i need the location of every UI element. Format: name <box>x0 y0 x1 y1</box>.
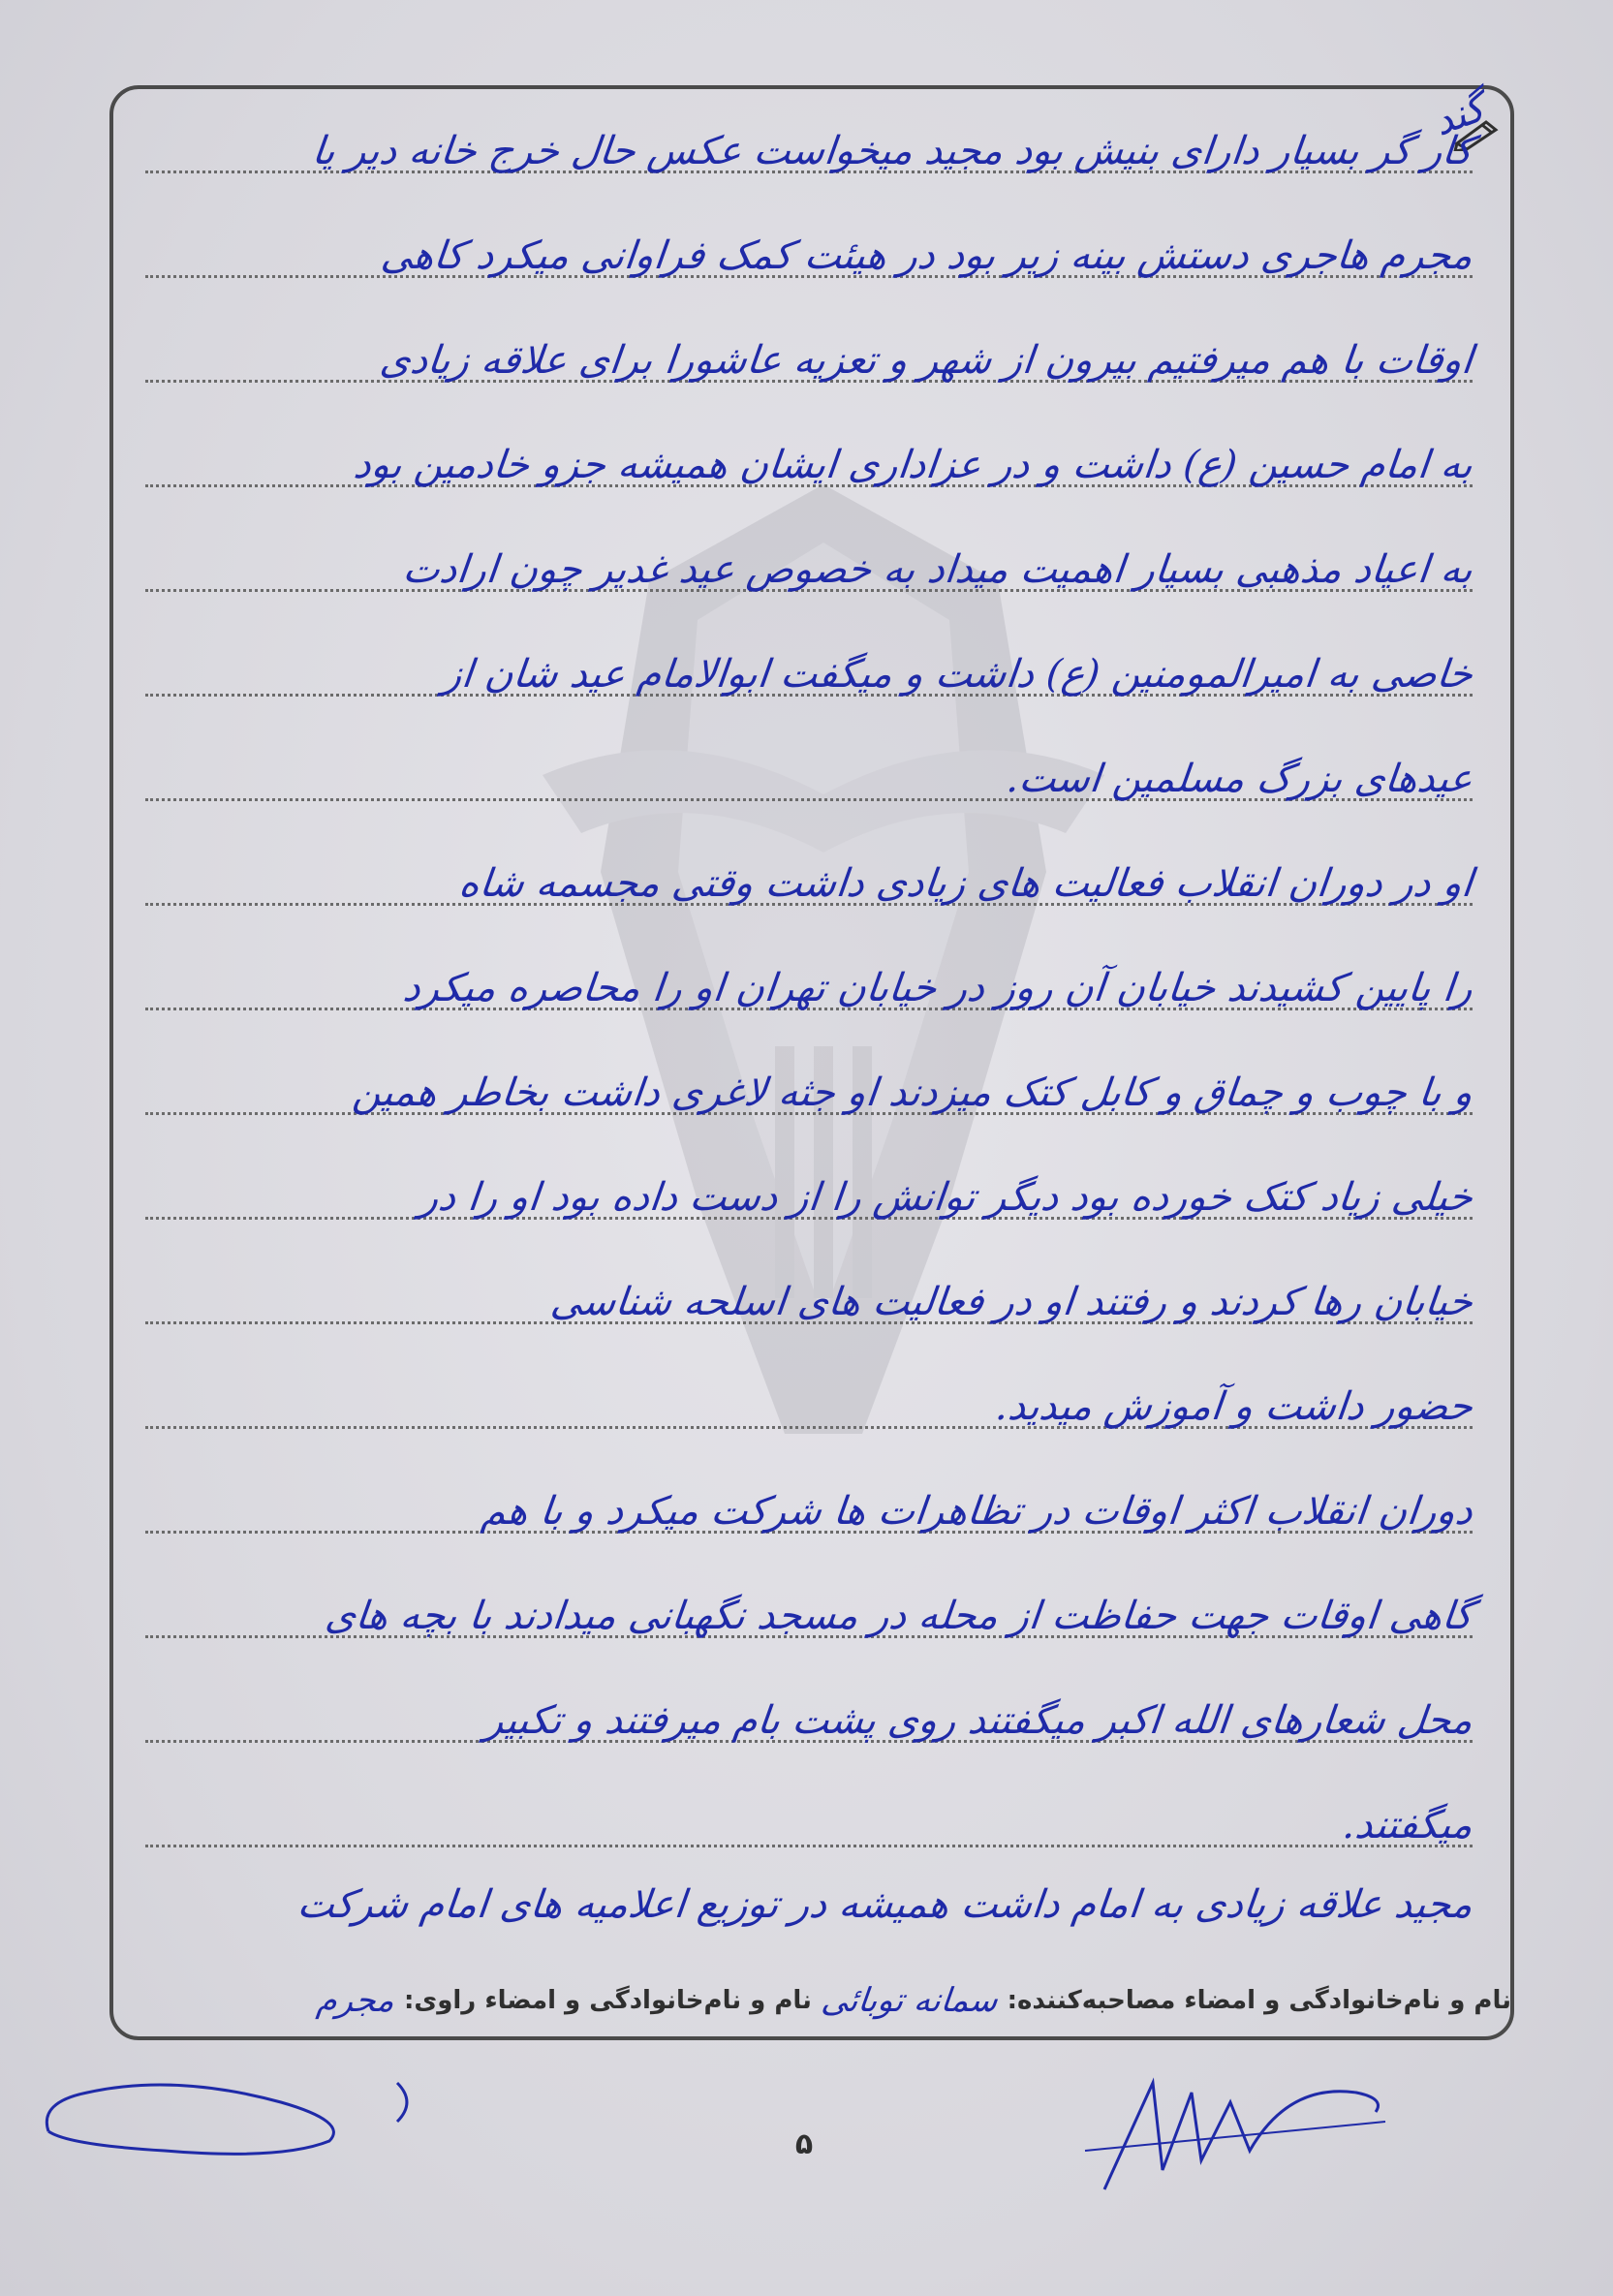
handwritten-line: و با چوب و چماق و کابل کتک میزدند او جثه لاغری داشت بخاطر همین <box>350 1070 1475 1115</box>
handwritten-line: او در دوران انقلاب فعالیت های زیادی داشت وقتی مجسمه شاه <box>456 861 1475 906</box>
handwritten-line: خیابان رها کردند و رفتند او در فعالیت های اسلحه شناسی <box>548 1280 1475 1324</box>
handwritten-line: کار گر بسیار دارای بنیش بود مجید میخواست عکس حال خرج خانه دیر یا <box>310 129 1475 173</box>
handwritten-line: اوقات با هم میرفتیم بیرون از شهر و تعزیه عاشورا برای علاقه زیادی <box>377 338 1475 383</box>
narrator-signature <box>29 2044 436 2160</box>
signature-footer <box>116 1971 1511 2030</box>
page-number: ۵ <box>794 2127 814 2161</box>
handwritten-line: محل شعارهای الله اکبر میگفتند روی پشت بام میرفتند و تکبیر <box>482 1698 1475 1743</box>
narrator-name: مجرم <box>314 1981 397 2020</box>
handwritten-body <box>145 0 1473 2296</box>
handwritten-line: را پایین کشیدند خیابان آن روز در خیابان تهران او را محاصره میکرد <box>400 966 1475 1010</box>
handwritten-line: گاهی اوقات جهت حفاظت از محله در مسجد نگهبانی میدادند با بچه های <box>323 1594 1475 1638</box>
handwritten-line: عیدهای بزرگ مسلمین است. <box>1004 757 1475 801</box>
handwritten-line: خاصی به امیرالمومنین (ع) داشت و میگفت ابوالامام عید شان از <box>440 652 1475 697</box>
handwritten-line: مجید علاقه زیادی به امام داشت همیشه در توزیع اعلامیه های امام شرکت <box>295 1882 1475 1927</box>
handwritten-line: به امام حسین (ع) داشت و در عزاداری ایشان همیشه جزو خادمین بود <box>351 443 1475 487</box>
interviewer-name: سمانه توبائی <box>819 1981 1000 2020</box>
interviewer-label: نام و نام‌خانوادگی و امضاء مصاحبه‌کننده: <box>1007 1986 1511 2015</box>
handwritten-line: مجرم هاجری دستش بینه زیر بود در هیئت کمک فراوانی میکرد کاهی <box>379 233 1475 278</box>
handwritten-line: دوران انقلاب اکثر اوقات در تظاهرات ها شرکت میکرد و با هم <box>479 1489 1475 1534</box>
margin-note: گند <box>1427 85 1491 145</box>
handwritten-line: میگفتند. <box>1340 1803 1475 1847</box>
handwritten-line: حضور داشت و آموزش میدید. <box>993 1384 1475 1429</box>
narrator-label: نام و نام‌خانوادگی و امضاء راوی: <box>404 1986 812 2015</box>
handwritten-line: به اعیاد مذهبی بسیار اهمیت میداد به خصوص عید غدیر چون ارادت <box>400 547 1475 592</box>
handwritten-line: خیلی زیاد کتک خورده بود دیگر توانش را از دست داده بود او را در <box>417 1175 1475 1220</box>
interviewer-signature <box>1066 2054 1414 2199</box>
